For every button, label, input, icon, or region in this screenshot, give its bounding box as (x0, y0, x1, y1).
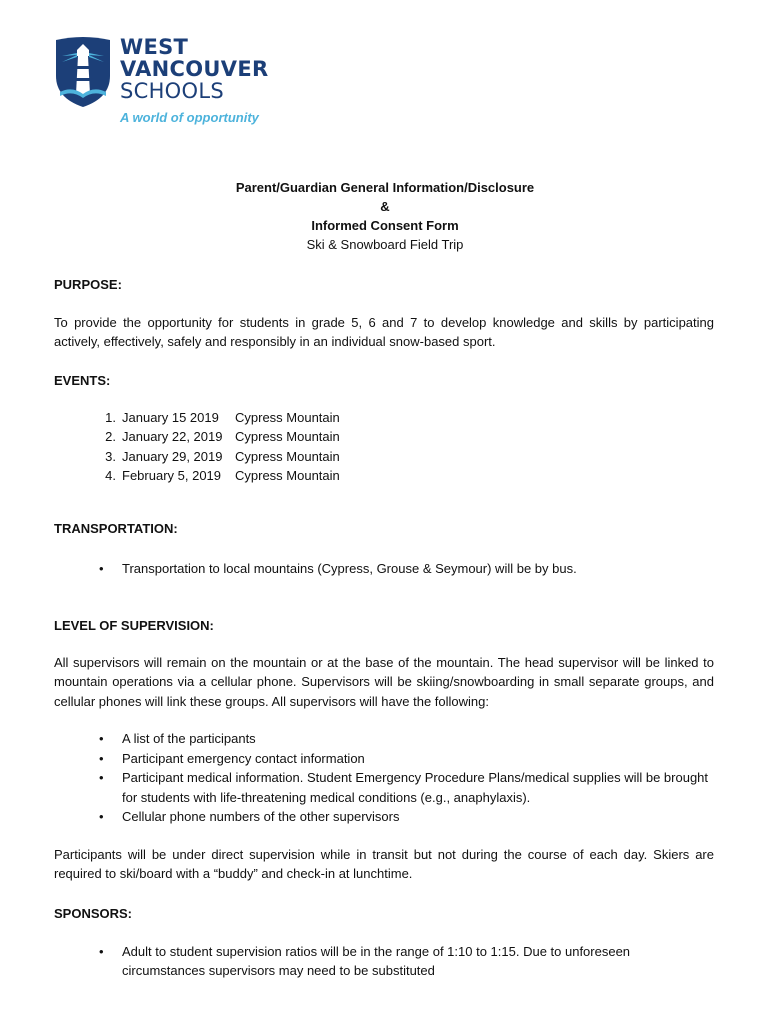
purpose-section (54, 275, 714, 352)
bullet-icon: • (99, 750, 104, 766)
event-location: Cypress Mountain (235, 468, 340, 483)
event-date: January 15 2019 (122, 409, 219, 425)
sponsors-heading: SPONSORS: (54, 906, 133, 921)
supervision-transit-text: Participants will be under direct supervision while in transit but not during the course of each day. Skiers are required to ski/board with a “buddy” and check-in at lunchtime. (54, 846, 714, 881)
bullet-icon: • (99, 731, 104, 746)
event-item (54, 427, 714, 447)
bullet-icon: • (99, 770, 104, 785)
list-item (54, 807, 714, 827)
event-number: 3. (105, 448, 116, 464)
list-item-text: Adult to student supervision ratios will be in the range of 1:10 to 1:15. Due to unforeseen circumstances supervisors may need to be substituted (122, 943, 631, 978)
list-item-text: Transportation to local mountains (Cypress, Grouse & Seymour) will be by bus. (122, 560, 577, 576)
events-list (54, 408, 714, 486)
school-district-logo (54, 36, 274, 132)
form-subtitle: Ski & Snowboard Field Trip (306, 237, 464, 252)
event-date: January 29, 2019 (122, 448, 223, 464)
list-item (54, 729, 714, 749)
form-title-line-3: Informed Consent Form (311, 218, 459, 233)
purpose-text: To provide the opportunity for students in grade 5, 6 and 7 to develop knowledge and skills by participating actively, effectively, safely and responsibly in an individual snow-based sport. (54, 314, 714, 349)
logo-wordmark (120, 36, 268, 102)
lighthouse-shield-icon (54, 36, 112, 108)
purpose-heading: PURPOSE: (54, 277, 122, 292)
transportation-heading: TRANSPORTATION: (54, 521, 178, 536)
event-item (54, 466, 714, 486)
supervision-text: All supervisors will remain on the mountain or at the base of the mountain. The head supervisor will be linked to mountain operations via a cellular phone. Supervisors will be skiing/snowboarding in small separate groups, and cellular phones will link these groups. All supervisors will have the following: (54, 654, 714, 709)
supervision-heading: LEVEL OF SUPERVISION: (54, 618, 214, 633)
logo-line-1: WEST (120, 35, 189, 59)
events-section (54, 371, 714, 486)
supervision-list (54, 729, 714, 827)
list-item-text: Cellular phone numbers of the other supervisors (122, 809, 400, 824)
event-location: Cypress Mountain (235, 448, 340, 464)
list-item (54, 749, 714, 769)
list-item (54, 559, 714, 579)
event-number: 4. (105, 468, 116, 483)
bullet-icon: • (99, 560, 104, 576)
list-item (54, 768, 714, 807)
list-item-text: A list of the participants (122, 731, 256, 746)
form-title-line-2: & (380, 199, 390, 214)
logo-tagline: A world of opportunity (120, 110, 259, 125)
bullet-icon: • (99, 809, 104, 824)
list-item-text: Participant emergency contact information (122, 750, 365, 766)
event-item (54, 408, 714, 428)
event-item (54, 447, 714, 467)
form-title-block (0, 178, 770, 254)
logo-line-3: SCHOOLS (120, 79, 224, 103)
event-number: 1. (105, 409, 116, 425)
bullet-icon: • (99, 943, 104, 959)
sponsors-list (54, 942, 714, 981)
event-date: February 5, 2019 (122, 468, 222, 483)
list-item-text: Participant medical information. Student Emergency Procedure Plans/medical supplies will be brought for students with life-threatening medical conditions (e.g., anaphylaxis). (122, 770, 709, 805)
transportation-list (54, 559, 714, 579)
form-title-line-1: Parent/Guardian General Information/Disclosure (235, 180, 535, 195)
logo-line-2: VANCOUVER (120, 57, 269, 81)
event-location: Cypress Mountain (235, 429, 340, 444)
event-number: 2. (105, 429, 116, 444)
event-date: January 22, 2019 (122, 429, 223, 444)
list-item (54, 942, 714, 981)
supervision-section (54, 616, 714, 884)
sponsors-section (54, 904, 714, 981)
transportation-section (54, 519, 714, 578)
event-location: Cypress Mountain (235, 409, 340, 425)
events-heading: EVENTS: (54, 373, 111, 388)
